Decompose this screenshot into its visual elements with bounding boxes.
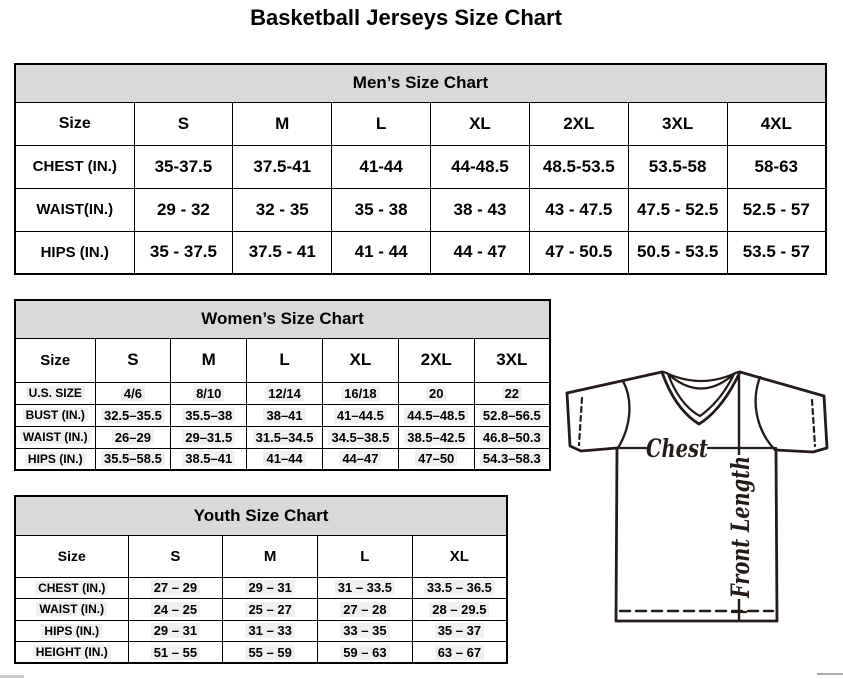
size-value xyxy=(529,145,628,188)
size-value-text: 22 xyxy=(502,386,522,401)
row-label xyxy=(15,426,95,448)
table-title-text: Youth Size Chart xyxy=(193,505,329,525)
size-value-text: 58-63 xyxy=(754,156,799,176)
size-value-text: 20 xyxy=(426,386,446,401)
size-value-text: 47.5 - 52.5 xyxy=(637,199,719,219)
size-value-text: 47 - 50.5 xyxy=(545,242,613,262)
size-value-text: 63 – 67 xyxy=(435,645,484,660)
size-value xyxy=(223,599,318,621)
size-value xyxy=(318,620,413,642)
jersey-right-cuff-dashed-line xyxy=(812,400,815,446)
size-value-text: 27 – 29 xyxy=(151,580,200,595)
row-label xyxy=(15,577,128,599)
row-label-text: WAIST (IN.) xyxy=(20,430,91,444)
row-label xyxy=(15,382,95,404)
size-value-text: 55 – 59 xyxy=(245,645,294,660)
size-value-text: 51 – 55 xyxy=(151,645,200,660)
size-value xyxy=(233,188,332,231)
size-value-text: 31.5–34.5 xyxy=(253,430,317,445)
size-value xyxy=(431,188,530,231)
size-value xyxy=(398,448,474,470)
column-header-text: S xyxy=(170,547,181,565)
size-value xyxy=(628,188,727,231)
column-header xyxy=(412,535,507,577)
size-value xyxy=(474,404,550,426)
size-value-text: 59 – 63 xyxy=(340,645,389,660)
scrollbar-fragment-left xyxy=(0,675,24,678)
size-value-text: 44 - 47 xyxy=(453,242,507,262)
column-header xyxy=(95,338,171,382)
jersey-right-sleeve xyxy=(776,396,827,452)
size-value-text: 38–41 xyxy=(263,408,305,423)
row-label xyxy=(15,188,134,231)
size-value-text: 35.5–38 xyxy=(182,408,235,423)
size-value xyxy=(318,599,413,621)
size-corner-header-text: Size xyxy=(40,351,71,369)
page-title: Basketball Jerseys Size Chart xyxy=(250,5,562,30)
size-value-text: 43 - 47.5 xyxy=(545,199,613,219)
size-value-text: 29 – 31 xyxy=(245,580,294,595)
size-corner-header xyxy=(15,102,134,145)
size-value xyxy=(412,620,507,642)
column-header-text: XL xyxy=(449,547,469,565)
column-header-text: 2XL xyxy=(563,113,595,133)
size-value xyxy=(431,231,530,274)
column-header xyxy=(727,102,826,145)
column-header-text: 4XL xyxy=(760,113,792,133)
size-value-text: 29 – 31 xyxy=(151,623,200,638)
size-value xyxy=(727,145,826,188)
size-value xyxy=(322,448,398,470)
size-value-text: 28 – 29.5 xyxy=(429,602,489,617)
column-header xyxy=(322,338,398,382)
size-value xyxy=(318,577,413,599)
size-value xyxy=(95,426,171,448)
column-header-text: M xyxy=(201,350,216,369)
column-header-text: S xyxy=(177,113,190,133)
row-label xyxy=(15,231,134,274)
size-value-text: 26–29 xyxy=(112,430,154,445)
chest-label: Chest xyxy=(646,434,709,463)
table-title xyxy=(15,300,550,338)
jersey-right-armhole-seam xyxy=(756,377,775,450)
column-header-text: L xyxy=(279,350,290,369)
size-value xyxy=(247,448,323,470)
size-value xyxy=(322,382,398,404)
size-value-text: 16/18 xyxy=(341,386,380,401)
column-header-text: 2XL xyxy=(420,350,452,369)
size-corner-header-text: Size xyxy=(57,548,86,564)
size-value xyxy=(474,426,550,448)
column-header-text: XL xyxy=(469,113,491,133)
size-value xyxy=(628,145,727,188)
table-title xyxy=(15,496,507,535)
youth-size-table xyxy=(14,495,508,664)
size-value xyxy=(95,404,171,426)
size-value-text: 46.8–50.3 xyxy=(480,430,544,445)
row-label-text: CHEST (IN.) xyxy=(32,158,117,175)
jersey-left-cuff-dashed-line xyxy=(579,398,582,445)
column-header xyxy=(247,338,323,382)
size-value xyxy=(398,382,474,404)
size-value xyxy=(134,231,233,274)
size-value-text: 54.3–58.3 xyxy=(480,451,544,466)
column-header xyxy=(529,102,628,145)
column-header-text: XL xyxy=(349,350,372,369)
row-label xyxy=(15,145,134,188)
size-value xyxy=(128,577,223,599)
size-value xyxy=(233,145,332,188)
size-value-text: 8/10 xyxy=(193,386,224,401)
column-header xyxy=(332,102,431,145)
size-value xyxy=(134,188,233,231)
size-corner-header xyxy=(15,535,128,577)
size-value-text: 35 - 37.5 xyxy=(149,242,217,262)
column-header xyxy=(474,338,550,382)
column-header-text: M xyxy=(263,547,277,565)
size-value-text: 50.5 - 53.5 xyxy=(637,242,719,262)
size-value xyxy=(128,642,223,664)
size-value-text: 41 - 44 xyxy=(354,242,408,262)
row-label-text: WAIST(IN.) xyxy=(36,201,114,218)
row-label-text: U.S. SIZE xyxy=(26,386,85,400)
size-value xyxy=(318,642,413,664)
size-value xyxy=(171,426,247,448)
size-value xyxy=(628,231,727,274)
column-header xyxy=(398,338,474,382)
size-value xyxy=(223,577,318,599)
size-value xyxy=(474,448,550,470)
size-value xyxy=(223,642,318,664)
size-value-text: 31 – 33 xyxy=(245,623,294,638)
size-value xyxy=(128,599,223,621)
column-header-text: L xyxy=(375,113,387,133)
size-value-text: 32.5–35.5 xyxy=(101,408,165,423)
size-value xyxy=(322,404,398,426)
jersey-right-shoulder-line xyxy=(740,372,824,396)
size-value-text: 48.5-53.5 xyxy=(542,156,615,176)
size-value xyxy=(223,620,318,642)
size-value-text: 35-37.5 xyxy=(154,156,213,176)
size-value-text: 38.5–41 xyxy=(182,451,235,466)
size-value-text: 41-44 xyxy=(359,156,403,176)
size-value xyxy=(95,382,171,404)
mens-size-table xyxy=(14,63,827,275)
size-value xyxy=(247,382,323,404)
size-value-text: 41–44.5 xyxy=(334,408,387,423)
size-value-text: 34.5–38.5 xyxy=(328,430,392,445)
size-value-text: 35 – 37 xyxy=(435,623,484,638)
column-header xyxy=(318,535,413,577)
size-value-text: 25 – 27 xyxy=(245,602,294,617)
row-label xyxy=(15,599,128,621)
size-value xyxy=(529,188,628,231)
jersey-left-armhole-seam xyxy=(618,381,629,448)
jersey-measurement-diagram xyxy=(552,358,842,630)
size-value-text: 35.5–58.5 xyxy=(101,451,165,466)
column-header xyxy=(128,535,223,577)
row-label xyxy=(15,448,95,470)
column-header xyxy=(223,535,318,577)
size-value xyxy=(398,426,474,448)
size-value xyxy=(128,620,223,642)
size-value-text: 52.8–56.5 xyxy=(480,408,544,423)
size-corner-header-text: Size xyxy=(58,114,91,132)
column-header-text: S xyxy=(127,350,139,369)
size-value-text: 33.5 – 36.5 xyxy=(424,580,495,595)
size-value xyxy=(332,231,431,274)
size-value xyxy=(474,382,550,404)
jersey-left-sleeve xyxy=(567,393,617,451)
size-value-text: 37.5-41 xyxy=(253,156,312,176)
size-value xyxy=(171,382,247,404)
size-value xyxy=(727,231,826,274)
size-value xyxy=(412,577,507,599)
size-value-text: 53.5 - 57 xyxy=(742,242,810,262)
column-header-text: M xyxy=(275,113,290,133)
size-value xyxy=(171,448,247,470)
column-header xyxy=(171,338,247,382)
size-value-text: 4/6 xyxy=(121,386,145,401)
jersey-outline xyxy=(567,372,827,621)
size-value xyxy=(134,145,233,188)
size-value-text: 52.5 - 57 xyxy=(742,199,810,219)
row-label-text: HEIGHT (IN.) xyxy=(33,645,111,659)
table-title-text: Women’s Size Chart xyxy=(201,309,364,329)
size-value-text: 47–50 xyxy=(415,451,457,466)
row-label-text: HIPS (IN.) xyxy=(41,624,102,638)
size-value-text: 44-48.5 xyxy=(451,156,509,176)
row-label-text: HIPS (IN.) xyxy=(40,243,109,261)
size-value-text: 24 – 25 xyxy=(151,602,200,617)
row-label-text: BUST (IN.) xyxy=(23,408,88,422)
size-value-text: 33 – 35 xyxy=(340,623,389,638)
scrollbar-fragment-right xyxy=(817,673,843,675)
column-header-text: 3XL xyxy=(496,350,528,369)
size-value-text: 29–31.5 xyxy=(182,430,235,445)
size-value xyxy=(431,145,530,188)
size-value-text: 44–47 xyxy=(339,451,381,466)
size-value-text: 37.5 - 41 xyxy=(248,242,316,262)
size-value xyxy=(412,599,507,621)
front-length-label: Front Length xyxy=(726,413,755,598)
womens-size-table xyxy=(14,299,551,471)
size-value-text: 31 – 33.5 xyxy=(335,580,395,595)
table-title-text: Men’s Size Chart xyxy=(352,73,489,93)
size-value-text: 12/14 xyxy=(265,386,304,401)
column-header xyxy=(233,102,332,145)
size-value-text: 44.5–48.5 xyxy=(404,408,468,423)
row-label-text: CHEST (IN.) xyxy=(35,581,108,595)
size-value xyxy=(412,642,507,664)
row-label xyxy=(15,620,128,642)
size-value xyxy=(95,448,171,470)
size-value xyxy=(247,404,323,426)
size-value xyxy=(332,145,431,188)
size-value xyxy=(322,426,398,448)
size-value xyxy=(398,404,474,426)
column-header xyxy=(134,102,233,145)
size-value-text: 53.5-58 xyxy=(648,156,707,176)
size-value-text: 38.5–42.5 xyxy=(404,430,468,445)
size-value xyxy=(529,231,628,274)
size-value xyxy=(233,231,332,274)
size-corner-header xyxy=(15,338,95,382)
size-value xyxy=(332,188,431,231)
size-value-text: 35 - 38 xyxy=(354,199,408,219)
size-value-text: 27 – 28 xyxy=(340,602,389,617)
row-label xyxy=(15,404,95,426)
column-header-text: L xyxy=(360,547,370,565)
size-value-text: 38 - 43 xyxy=(453,199,507,219)
row-label xyxy=(15,642,128,664)
size-value-text: 41–44 xyxy=(263,451,305,466)
row-label-text: WAIST (IN.) xyxy=(36,602,107,616)
column-header xyxy=(431,102,530,145)
column-header-text: 3XL xyxy=(662,113,694,133)
size-value-text: 32 - 35 xyxy=(255,199,309,219)
table-title xyxy=(15,64,826,102)
size-value xyxy=(171,404,247,426)
size-value xyxy=(247,426,323,448)
jersey-left-shoulder-line xyxy=(567,372,662,393)
row-label-text: HIPS (IN.) xyxy=(25,452,86,466)
column-header xyxy=(628,102,727,145)
size-value-text: 29 - 32 xyxy=(156,199,210,219)
size-value xyxy=(727,188,826,231)
